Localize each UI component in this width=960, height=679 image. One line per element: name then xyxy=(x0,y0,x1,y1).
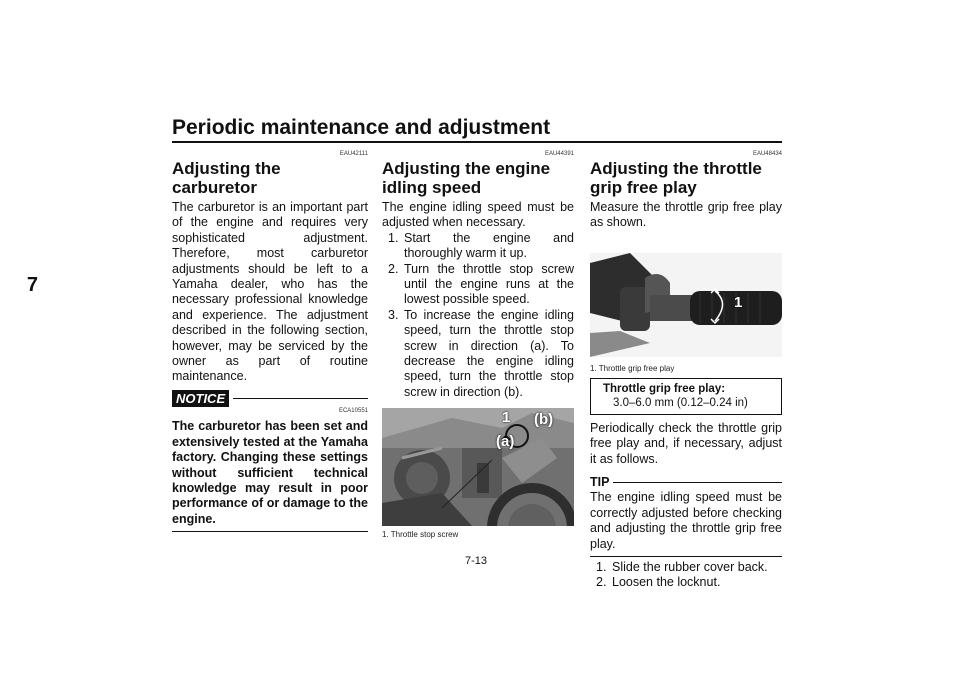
throttle-grip-photo xyxy=(590,253,782,357)
section-title: Adjusting the throttle grip free play xyxy=(590,159,762,197)
notice-end-rule xyxy=(172,531,368,532)
notice-code: ECA10551 xyxy=(338,408,368,415)
list-item: 2. Turn the throttle stop screw until the engine runs at the lowest possible speed. xyxy=(388,261,574,307)
tip-rule xyxy=(613,482,782,483)
section-throttle-grip xyxy=(590,150,782,591)
section-title: Adjusting the engine idling speed xyxy=(382,159,551,197)
notice-text: The carburetor has been set and extensively tested at the Yamaha factory. Changing these settings without sufficient technical knowledge may result in poor performance of or damage to the engine. xyxy=(172,419,368,526)
photo-callout-1: 1 xyxy=(734,293,743,311)
header-rule xyxy=(172,141,782,143)
figure-caption: 1. Throttle grip free play xyxy=(590,363,675,373)
tip-label: TIP xyxy=(590,475,610,490)
section-intro: The engine idling speed must be adjusted when necessary. xyxy=(382,200,574,230)
notice-label: NOTICE xyxy=(172,390,229,407)
list-item: 2. Loosen the locknut. xyxy=(596,575,721,590)
steps-list xyxy=(382,231,574,400)
section-body: The carburetor is an important part of the engine and requires very sophisticated adjustment. Therefore, most carburetor adjustments should be left to a Yamaha dealer, who has the necessary professional knowledge and experience. The adjustment described in the following section, however, may be serviced by the owner as part of routine maintenance. xyxy=(172,200,368,384)
page-header-title: Periodic maintenance and adjustment xyxy=(172,116,551,139)
engine-photo xyxy=(382,408,574,526)
section-code: EAU44391 xyxy=(544,151,574,157)
section-code: EAU42111 xyxy=(339,151,368,157)
list-item: 1. Slide the rubber cover back. xyxy=(596,560,768,575)
spec-value: 3.0–6.0 mm (0.12–0.24 in) xyxy=(613,396,748,409)
list-item: 1. Start the engine and thoroughly warm it up. xyxy=(388,230,574,261)
photo-label-b: (b) xyxy=(534,411,554,429)
section-carburetor xyxy=(172,150,368,532)
chapter-tab: 7 xyxy=(26,274,38,296)
spec-title: Throttle grip free play: xyxy=(603,382,726,395)
section-title: Adjusting the carburetor xyxy=(172,159,281,197)
section-body: Periodically check the throttle grip free play and, if necessary, adjust it as follows. xyxy=(590,420,782,466)
tip-header xyxy=(590,475,782,490)
spec-box xyxy=(590,378,782,415)
photo-callout-1: 1 xyxy=(502,409,511,427)
page-number: 7-13 xyxy=(465,555,488,567)
section-intro: Measure the throttle grip free play as shown. xyxy=(590,200,782,230)
figure-caption: 1. Throttle stop screw xyxy=(382,530,459,540)
section-idling-speed xyxy=(382,150,574,540)
photo-label-a: (a) xyxy=(496,433,515,451)
notice-rule xyxy=(233,398,368,399)
tip-end-rule xyxy=(590,556,782,557)
notice-header xyxy=(172,390,368,407)
section-code: EAU48434 xyxy=(752,151,782,157)
tip-text: The engine idling speed must be correctly adjusted before checking and adjusting the throttle grip free play. xyxy=(590,490,782,551)
list-item: 3. To increase the engine idling speed, turn the throttle stop screw in direction (a). To decrease the engine idling speed, turn the throttle stop screw in direction (b). xyxy=(388,307,574,399)
steps-list xyxy=(590,560,782,591)
